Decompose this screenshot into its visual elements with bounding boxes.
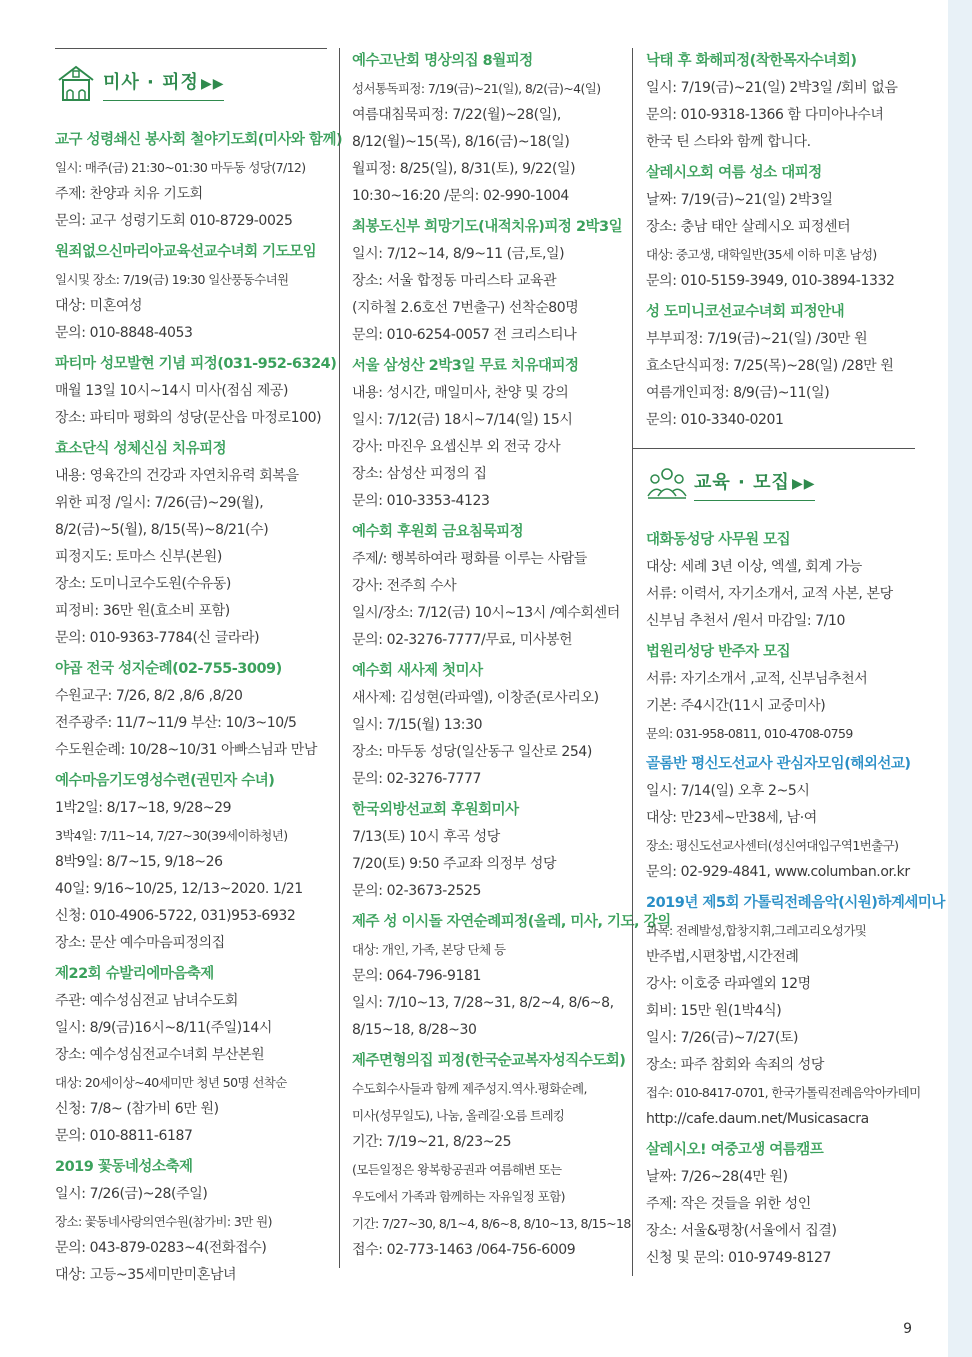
listing-line: 대상: 세례 3년 이상, 엑셀, 회계 가능 (646, 559, 862, 575)
listing-line: 강사: 마진우 요셉신부 외 전국 강사 (352, 439, 561, 455)
listing-item (352, 214, 621, 349)
listing-line: 일시: 8/9(금)16시~8/11(주일)14시 (55, 1020, 273, 1036)
section-header-mass (55, 55, 327, 113)
listing-line: 주제/: 행복하여라 평화를 이루는 사람들 (352, 551, 587, 567)
listing-line: 강사: 이호중 라파엘외 12명 (646, 976, 811, 992)
listing-line: 일시: 매주(금) 21:30~01:30 마두동 성당(7/12) (55, 160, 306, 175)
listing-line: 1박2일: 8/17~18, 9/28~29 (55, 800, 232, 816)
col3b-items (646, 527, 945, 1272)
listing-line: 문의: 02-3276-7777/무료, 미사봉헌 (352, 632, 573, 648)
listing-item (352, 1048, 631, 1264)
col3a-items (646, 48, 914, 434)
listing-item (352, 658, 621, 793)
listing-title: 살레시오회 여름 성소 대피정 (646, 165, 822, 181)
listing-item (352, 519, 621, 654)
listing-line: 신청: 010-4906-5722, 031)953-6932 (55, 908, 296, 924)
listing-line: 여름개인피정: 8/9(금)~11(일) (646, 385, 830, 401)
listing-line: 신청 및 문의: 010-9749-8127 (646, 1250, 831, 1266)
listing-line: 접수: 02-773-1463 /064-756-6009 (352, 1242, 576, 1258)
listing-line: 날짜: 7/19(금)~21(일) 2박3일 (646, 192, 833, 208)
listing-item (646, 751, 914, 886)
section-title-education: 교육 · 모집 ▶▶ (694, 468, 815, 501)
listing-line: 문의: 043-879-0283~4(전화접수) (55, 1240, 267, 1256)
listing-title: 2019 꽃동네성소축제 (55, 1159, 193, 1175)
listing-title: 예수회 후원회 금요침묵피정 (352, 524, 524, 540)
listing-line: 월피정: 8/25(일), 8/31(토), 9/22(일) (352, 161, 576, 177)
listing-line: 피정비: 36만 원(효소비 포함) (55, 603, 230, 619)
listing-line: 새사제: 김성현(라파엘), 이창준(로사리오) (352, 690, 599, 706)
listing-line: 우도에서 가족과 함께하는 자유일정 포함) (352, 1189, 565, 1204)
listing-line: 문의: 02-3276-7777 (352, 771, 481, 787)
listing-line: 장소: 파주 참회와 속죄의 성당 (646, 1057, 825, 1073)
listing-line: 수도회수사들과 함께 제주성지.역사.평화순례, (352, 1081, 587, 1096)
listing-item (646, 890, 945, 1133)
listing-title: 2019년 제5회 가톨릭전례음악(시원)하계세미나 (646, 895, 945, 911)
listing-line: 문의: 010-3340-0201 (646, 412, 784, 428)
listing-line: 장소: 평신도선교사센터(성신여대입구역1번출구) (646, 838, 899, 853)
listing-item (352, 797, 621, 905)
listing-line: 문의: 031-958-0811, 010-4708-0759 (646, 726, 853, 741)
listing-line: 일시: 7/26(금)~28(주일) (55, 1186, 208, 1202)
listing-line: 8/2(금)~5(월), 8/15(목)~8/21(수) (55, 522, 269, 538)
listing-line: 매월 13일 10시~14시 미사(점심 제공) (55, 383, 289, 399)
listing-line: 일시및 장소: 7/19(금) 19:30 일산풍동수녀원 (55, 272, 289, 287)
listing-line: 성서통독피정: 7/19(금)~21(일), 8/2(금)~4(일) (352, 81, 601, 96)
listing-title: 교구 성령쇄신 봉사회 철야기도회(미사와 함께) (55, 132, 343, 148)
listing-item (55, 1154, 327, 1289)
listing-item (55, 656, 327, 764)
listing-line: 기간: 7/19~21, 8/23~25 (352, 1134, 512, 1150)
listing-item (352, 353, 621, 515)
section-title-mass: 미사 · 피정 ▶▶ (103, 68, 224, 101)
col1-items (55, 127, 343, 1289)
listing-item (646, 527, 914, 635)
listing-line: 피정지도: 토마스 신부(본원) (55, 549, 222, 565)
listing-line: 장소: 서울 합정동 마리스타 교육관 (352, 273, 557, 289)
listing-line: 문의: 010-5159-3949, 010-3894-1332 (646, 273, 895, 289)
church-icon (55, 64, 97, 104)
listing-line: 기간: 7/27~30, 8/1~4, 8/6~8, 8/10~13, 8/15~18 (352, 1216, 631, 1231)
listing-line: 반주법,시편창법,시간전례 (646, 949, 799, 965)
listing-title: 골롬반 평신도선교사 관심자모임(해외선교) (646, 756, 911, 772)
listing-line: 대상: 중고생, 대학일반(35세 이하 미혼 남성) (646, 247, 877, 262)
listing-line: 문의: 02-3673-2525 (352, 883, 481, 899)
listing-title: 한국외방선교회 후원회미사 (352, 802, 519, 818)
listing-line: http://cafe.daum.net/Musicasacra (646, 1111, 869, 1127)
listing-title: 제주면형의집 피정(한국순교복자성직수도회) (352, 1053, 626, 1069)
listing-title: 법원리성당 반주자 모집 (646, 644, 791, 660)
listing-line: 대상: 미혼여성 (55, 298, 143, 314)
listing-item (646, 48, 914, 156)
listing-line: 주제: 작은 것들을 위한 성인 (646, 1196, 811, 1212)
listing-item (55, 127, 343, 235)
listing-line: 일시: 7/14(일) 오후 2~5시 (646, 783, 810, 799)
listing-line: 대상: 만23세~만38세, 남·여 (646, 810, 817, 826)
col2-items (352, 48, 671, 1264)
column-2 (339, 48, 671, 1268)
listing-title: 대화동성당 사무원 모집 (646, 532, 791, 548)
listing-line: 장소: 도미니코수도원(수유동) (55, 576, 231, 592)
listing-item (55, 239, 327, 347)
listing-line: 부부피정: 7/19(금)~21(일) /30만 원 (646, 331, 868, 347)
listing-title: 제22회 슈발리에마음축제 (55, 966, 214, 982)
listing-title: 낙태 후 화해피정(착한목자수녀회) (646, 53, 857, 69)
listing-line: 일시: 7/26(금)~7/27(토) (646, 1030, 799, 1046)
side-color-strip (948, 0, 972, 1357)
listing-item (352, 909, 671, 1044)
listing-line: 7/20(토) 9:50 주교좌 의정부 성당 (352, 856, 557, 872)
listing-title: 살레시오! 여중고생 여름캠프 (646, 1142, 824, 1158)
listing-line: 장소: 문산 예수마음피정의집 (55, 935, 225, 951)
listing-item (646, 1137, 914, 1272)
listing-line: 3박4일: 7/11~14, 7/27~30(39세이하청년) (55, 828, 288, 843)
listing-line: 접수: 010-8417-0701, 한국가톨릭전례음악아카데미 (646, 1085, 921, 1100)
page-number: 9 (903, 1321, 912, 1337)
listing-line: 여름대침묵피정: 7/22(월)~28(일), (352, 107, 561, 123)
listing-line: 대상: 고등~35세미만미혼남녀 (55, 1267, 237, 1283)
listing-line: 내용: 성시간, 매일미사, 찬양 및 강의 (352, 385, 569, 401)
listing-line: 장소: 예수성심전교수녀회 부산본원 (55, 1047, 265, 1063)
listing-item (646, 639, 914, 747)
listing-line: (모든일정은 왕복항공권과 여름해변 또는 (352, 1162, 562, 1177)
listing-item (352, 48, 621, 210)
listing-line: 기본: 주4시간(11시 교중미사) (646, 698, 826, 714)
listing-line: 장소: 충남 태안 살레시오 피정센터 (646, 219, 851, 235)
listing-line: 문의: 010-8848-4053 (55, 325, 193, 341)
listing-line: 장소: 서울&평창(서울에서 집결) (646, 1223, 837, 1239)
listing-item (55, 351, 337, 432)
listing-line: 문의: 010-6254-0057 전 크리스티나 (352, 327, 577, 343)
listing-line: 장소: 마두동 성당(일산동구 일산로 254) (352, 744, 592, 760)
listing-title: 야곱 전국 성지순례(02-755-3009) (55, 661, 282, 677)
listing-line: 대상: 20세이상~40세미만 청년 50명 선착순 (55, 1075, 287, 1090)
listing-title: 예수마음기도영성수련(권민자 수녀) (55, 773, 275, 789)
listing-line: 7/13(토) 10시 후곡 성당 (352, 829, 500, 845)
listing-title: 파티마 성모발현 기념 피정(031-952-6324) (55, 356, 337, 372)
listing-line: 신부님 추천서 /원서 마감일: 7/10 (646, 613, 846, 629)
listing-line: 과목: 전례발성,합창지휘,그레고리오성가및 (646, 923, 867, 938)
listing-line: 미사(성무일도), 나눔, 올레길·오름 트레킹 (352, 1108, 565, 1123)
listing-line: 서류: 자기소개서 ,교적, 신부님추천서 (646, 671, 868, 687)
listing-line: 일시: 7/12~14, 8/9~11 (금,토,일) (352, 246, 565, 262)
people-group-icon (646, 464, 688, 504)
listing-line: 강사: 전주희 수사 (352, 578, 457, 594)
listing-line: 8/15~18, 8/28~30 (352, 1022, 477, 1038)
listing-line: 일시/장소: 7/12(금) 10시~13시 /예수회센터 (352, 605, 620, 621)
listing-line: 문의: 010-9318-1366 함 다미아나수녀 (646, 107, 884, 123)
column-3 (632, 48, 945, 1276)
listing-line: 일시: 7/12(금) 18시~7/14(일) 15시 (352, 412, 573, 428)
listing-line: 서류: 이력서, 자기소개서, 교적 사본, 본당 (646, 586, 893, 602)
listing-line: 회비: 15만 원(1박4식) (646, 1003, 782, 1019)
listing-line: 날짜: 7/26~28(4만 원) (646, 1169, 788, 1185)
listing-item (646, 160, 914, 295)
listing-line: 전주광주: 11/7~11/9 부산: 10/3~10/5 (55, 715, 297, 731)
listing-line: 8박9일: 8/7~15, 9/18~26 (55, 854, 223, 870)
listing-line: 주관: 예수성심전교 남녀수도회 (55, 993, 239, 1009)
listing-title: 성 도미니코선교수녀회 피정안내 (646, 304, 845, 320)
listing-item (55, 961, 327, 1150)
listing-line: 신청: 7/8~ (참가비 6만 원) (55, 1101, 219, 1117)
listing-title: 최봉도신부 희망기도(내적치유)피정 2박3일 (352, 219, 623, 235)
section-header-education (646, 455, 914, 513)
listing-line: 일시: 7/10~13, 7/28~31, 8/2~4, 8/6~8, (352, 995, 614, 1011)
listing-line: 주제: 찬양과 치유 기도회 (55, 186, 203, 202)
listing-line: 문의: 02-929-4841, www.columban.or.kr (646, 864, 910, 880)
listing-item (646, 299, 914, 434)
listing-item (55, 436, 327, 652)
listing-line: 효소단식피정: 7/25(목)~28(일) /28만 원 (646, 358, 894, 374)
listing-title: 예수고난회 명상의집 8월피정 (352, 53, 533, 69)
listing-line: 일시: 7/15(월) 13:30 (352, 717, 483, 733)
listing-line: 문의: 교구 성령기도회 010-8729-0025 (55, 213, 293, 229)
listing-line: 위한 피정 /일시: 7/26(금)~29(월), (55, 495, 264, 511)
listing-line: 장소: 파티마 평화의 성당(문산읍 마정로100) (55, 410, 322, 426)
listing-title: 원죄없으신마리아교육선교수녀회 기도모임 (55, 244, 317, 260)
listing-line: 장소: 삼성산 피정의 집 (352, 466, 487, 482)
listing-title: 예수회 새사제 첫미사 (352, 663, 483, 679)
listing-line: 10:30~16:20 /문의: 02-990-1004 (352, 188, 569, 204)
listing-line: 수도원순례: 10/28~10/31 아빠스님과 만남 (55, 742, 317, 758)
listing-line: 8/12(월)~15(목), 8/16(금)~18(일) (352, 134, 570, 150)
listing-line: 장소: 꽃동네사랑의연수원(참가비: 3만 원) (55, 1214, 272, 1229)
listing-title: 제주 성 이시돌 자연순례피정(올레, 미사, 기도, 강의 (352, 914, 671, 930)
listing-title: 효소단식 성체신심 치유피정 (55, 441, 227, 457)
listing-title: 서울 삼성산 2박3일 무료 치유대피정 (352, 358, 579, 374)
listing-line: 내용: 영육간의 건강과 자연치유력 회복을 (55, 468, 299, 484)
listing-line: 대상: 개인, 가족, 본당 단체 등 (352, 942, 506, 957)
column-1 (55, 48, 343, 1293)
listing-line: (지하철 2.6호선 7번출구) 선착순80명 (352, 300, 579, 316)
section-divider (633, 448, 915, 449)
listing-line: 문의: 010-9363-7784(신 글라라) (55, 630, 260, 646)
listing-line: 40일: 9/16~10/25, 12/13~2020. 1/21 (55, 881, 303, 897)
listing-item (55, 768, 327, 957)
listing-line: 수원교구: 7/26, 8/2 ,8/6 ,8/20 (55, 688, 243, 704)
listing-line: 문의: 064-796-9181 (352, 968, 481, 984)
listing-line: 문의: 010-8811-6187 (55, 1128, 193, 1144)
listing-line: 문의: 010-3353-4123 (352, 493, 490, 509)
listing-line: 일시: 7/19(금)~21(일) 2박3일 /회비 없음 (646, 80, 898, 96)
listing-line: 한국 틴 스타와 함께 합니다. (646, 134, 811, 150)
